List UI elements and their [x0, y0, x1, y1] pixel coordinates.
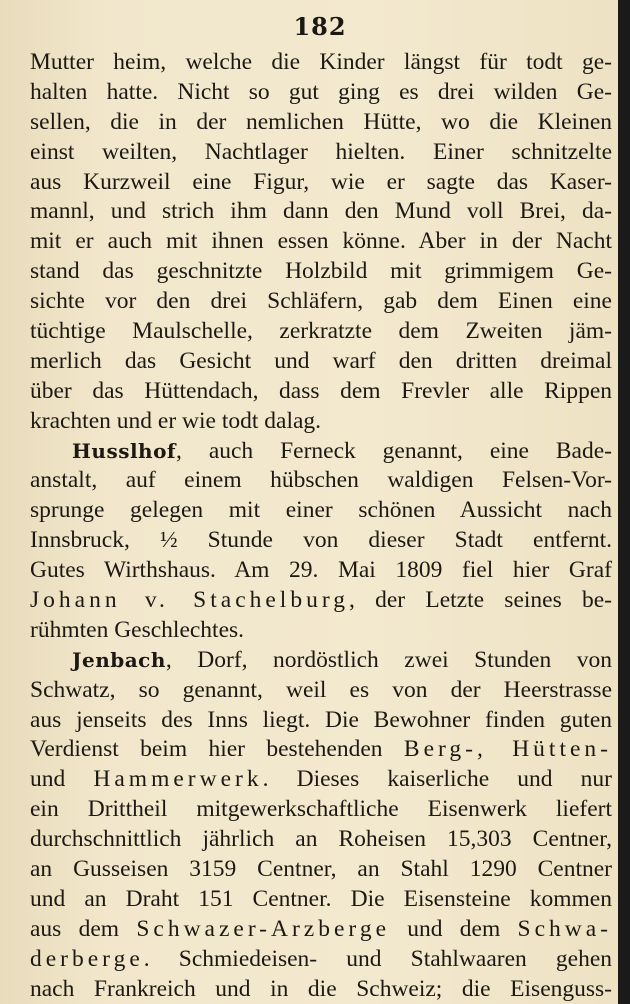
text-line: sellen, die in der nemlichen Hütte, wo die Kleinen	[30, 108, 612, 135]
text-line: aus dem Schwazer-Arzberge und dem Schwa-	[30, 915, 612, 942]
text-line: über das Hüttendach, dass dem Frevler alle Rippen	[30, 377, 612, 404]
text-line: Innsbruck, ½ Stunde von dieser Stadt entfernt.	[30, 527, 612, 554]
text-line: Verdienst beim hier bestehenden Berg-, Hütten-	[30, 736, 612, 763]
text-line: derberge. Schmiedeisen- und Stahlwaaren gehen	[30, 945, 612, 972]
text-line: stand das geschnitzte Holzbild mit grimmigem Ge-	[30, 258, 612, 285]
text-line: und Hammerwerk. Dieses kaiserliche und nur	[30, 766, 613, 793]
spaced-term: derberge	[30, 945, 144, 972]
text-line: rühmten Geschlechtes.	[30, 616, 245, 643]
text-line: ein Drittheil mitgewerkschaftliche Eisenwerk liefert	[30, 796, 612, 823]
text-line: krachten und er wie todt dalag.	[30, 407, 322, 434]
text-line: anstalt, auf einem hübschen waldigen Felsen-Vor-	[30, 467, 612, 494]
spaced-term: Schwazer-Arzberge	[136, 915, 390, 942]
spaced-term: Berg-, Hütten-	[403, 736, 612, 763]
text-line: Johann v. Stachelburg, der Letzte seines be-	[30, 587, 612, 614]
text-line: Gutes Wirthshaus. Am 29. Mai 1809 fiel hier Graf	[30, 557, 612, 584]
entry-keyword: Husslhof	[72, 438, 177, 463]
spaced-term: Schwa-	[517, 915, 612, 942]
text-line: sprunge gelegen mit einer schönen Aussicht nach	[30, 497, 612, 524]
book-spine-edge	[618, 0, 630, 1004]
text-line: aus Kurzweil eine Figur, wie er sagte das Kaser-	[30, 168, 612, 195]
page-body-text	[30, 48, 612, 1004]
text-line: tüchtige Maulschelle, zerkratzte dem Zweiten jäm-	[30, 318, 612, 345]
text-line: sichte vor den drei Schläfern, gab dem Einen eine	[30, 288, 612, 315]
entry-heading-line: Husslhof, auch Ferneck genannt, eine Bade-	[72, 437, 612, 464]
text-line: Schwatz, so genannt, weil es von der Heerstrasse	[30, 676, 612, 703]
text-line: aus jenseits des Inns liegt. Die Bewohner finden guten	[30, 706, 612, 733]
entry-keyword: Jenbach	[72, 647, 166, 672]
text-line: einst weilten, Nachtlager hielten. Einer schnitzelte	[30, 138, 612, 165]
text-line: Mutter heim, welche die Kinder längst für todt ge-	[30, 49, 612, 75]
entry-heading-line: Jenbach, Dorf, nordöstlich zwei Stunden von	[72, 646, 612, 673]
text-line: und an Draht 151 Centner. Die Eisensteine kommen	[30, 885, 612, 912]
text-line: durchschnittlich jährlich an Roheisen 15,303 Centner,	[30, 826, 612, 853]
spaced-term: Hammerwerk	[93, 766, 263, 793]
page-number: 182	[293, 12, 347, 41]
text-line: nach Frankreich und in die Schweiz; die Eisenguss-	[30, 975, 612, 1002]
text-line: mit er auch mit ihnen essen könne. Aber in der Nacht	[30, 228, 612, 255]
text-line: an Gusseisen 3159 Centner, an Stahl 1290 Centner	[30, 856, 612, 883]
spaced-name: Johann v. Stachelburg	[30, 587, 349, 614]
text-line: halten hatte. Nicht so gut ging es drei wilden Ge-	[30, 78, 612, 105]
text-line: merlich das Gesicht und warf den dritten dreimal	[30, 347, 612, 374]
text-line: mannl, und strich ihm dann den Mund voll Brei, da-	[30, 198, 612, 225]
